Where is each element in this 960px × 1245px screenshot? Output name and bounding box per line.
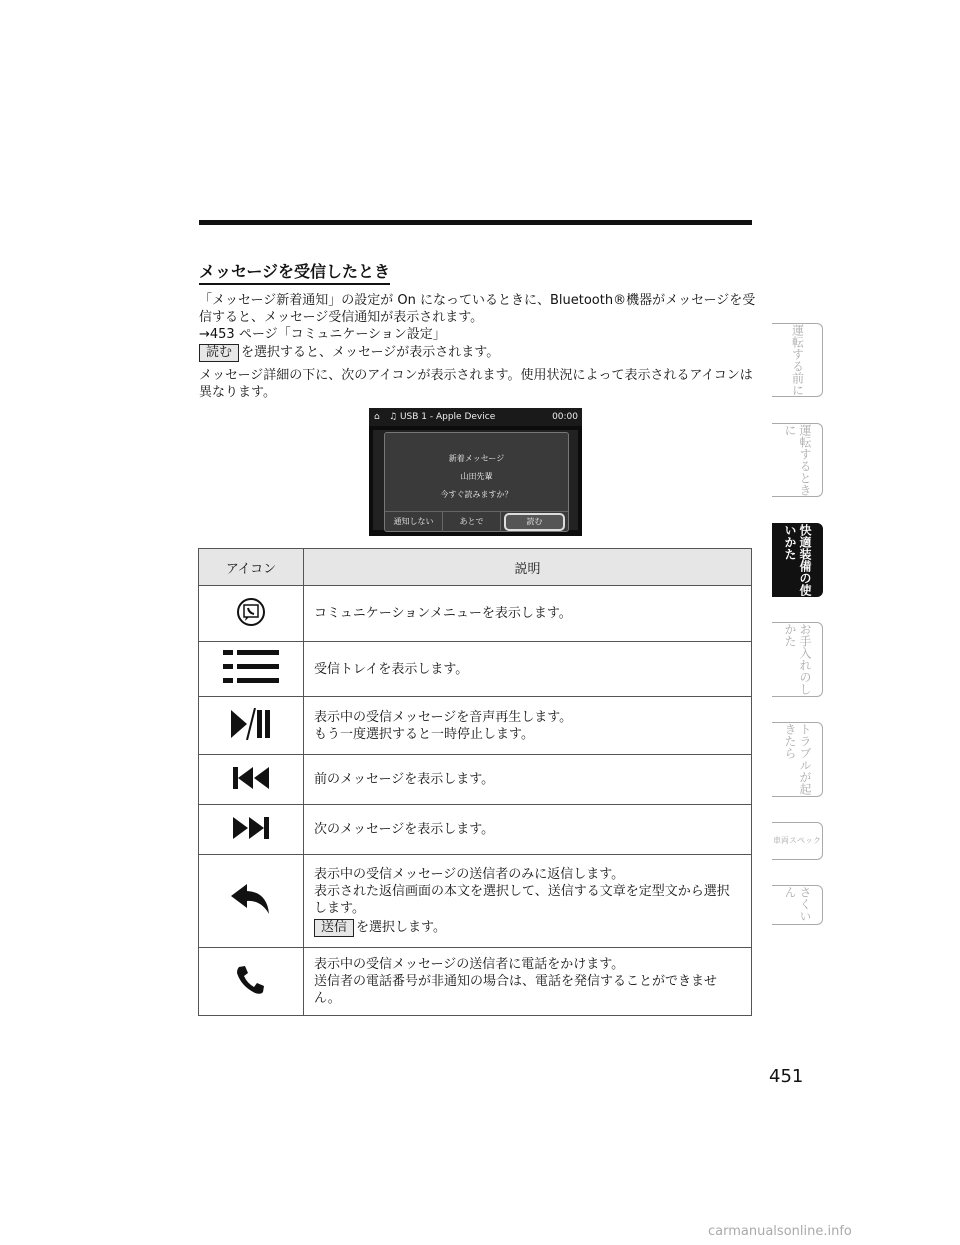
dialog-buttons — [385, 511, 568, 532]
phone-icon — [235, 964, 267, 996]
read-button[interactable]: 読む — [504, 513, 565, 531]
page-number: 451 — [769, 1066, 804, 1087]
row-desc: 表示中の受信メッセージの送信者のみに返信します。 表示された返信画面の本文を選択して、送信する文章を定型文から選択します。 送信 を選択します。 — [304, 855, 752, 948]
row-desc: 表示中の受信メッセージを音声再生します。 もう一度選択すると一時停止します。 — [304, 697, 752, 755]
row-desc: 前のメッセージを表示します。 — [304, 755, 752, 805]
table-row — [199, 642, 752, 697]
tab-maintenance[interactable]: お手入れのしかた — [772, 622, 823, 697]
tab-specifications[interactable]: 車両スペック — [772, 822, 823, 860]
home-icon: ⌂ — [374, 412, 380, 422]
section-heading: メッセージを受信したとき — [199, 262, 390, 285]
icons-paragraph: メッセージ詳細の下に、次のアイコンが表示されます。使用状況によって表示されるアイコンは異なります。 — [199, 368, 753, 400]
previous-icon — [233, 767, 269, 789]
table-row — [199, 586, 752, 642]
tab-before-driving[interactable]: 運転する前に — [772, 323, 823, 397]
table-row — [199, 755, 752, 805]
table-row — [199, 805, 752, 855]
read-instruction — [199, 344, 759, 362]
row-desc: 次のメッセージを表示します。 — [304, 805, 752, 855]
dialog-question: 今すぐ読みますか？ — [440, 490, 513, 499]
reference-link[interactable]: →453 ページ「コミュニケーション設定」 — [199, 327, 446, 342]
communication-menu-icon — [236, 597, 266, 627]
intro-paragraph: 「メッセージ新着通知」の設定が On になっているときに、Bluetooth®機器がメッセージを受信すると、メッセージ受信通知が表示されます。 — [199, 293, 756, 325]
tab-comfort-features[interactable]: 快適装備の使いかた — [772, 523, 823, 597]
row-desc: コミュニケーションメニューを表示します。 — [304, 586, 752, 642]
tab-troubleshooting[interactable]: トラブルが起きたら — [772, 722, 823, 797]
row-desc: 表示中の受信メッセージの送信者に電話をかけます。 送信者の電話番号が非通知の場合は、電話を発信することができません。 — [304, 948, 752, 1016]
watermark: carmanualsonline.info — [708, 1224, 852, 1239]
source-label: ♫ USB 1 - Apple Device — [389, 412, 496, 422]
icon-table — [198, 548, 752, 1016]
dialog-sender: 山田先輩 — [460, 472, 493, 481]
tab-while-driving[interactable]: 運転するときに — [772, 423, 823, 497]
header-desc: 説明 — [304, 549, 752, 586]
notification-screenshot — [369, 408, 582, 536]
read-button-label: 読む — [199, 344, 239, 362]
screenshot-status-bar — [369, 408, 582, 426]
reply-icon — [231, 884, 271, 914]
send-button-label: 送信 — [314, 919, 354, 937]
tab-index[interactable]: さくいん — [772, 885, 823, 925]
table-header — [199, 549, 752, 586]
later-button[interactable]: あとで — [443, 512, 501, 532]
dialog-title: 新着メッセージ — [448, 454, 505, 463]
new-message-dialog — [384, 432, 569, 532]
no-notify-button[interactable]: 通知しない — [385, 512, 443, 532]
table-row — [199, 697, 752, 755]
play-pause-icon — [231, 708, 271, 740]
table-row — [199, 855, 752, 948]
header-icon: アイコン — [199, 549, 304, 586]
next-icon — [233, 817, 269, 839]
read-instruction-text: を選択すると、メッセージが表示されます。 — [241, 345, 500, 360]
table-row — [199, 948, 752, 1016]
row-desc: 受信トレイを表示します。 — [304, 642, 752, 697]
top-rule — [199, 220, 752, 225]
clock: 00:00 — [552, 412, 578, 422]
list-icon — [223, 650, 279, 684]
